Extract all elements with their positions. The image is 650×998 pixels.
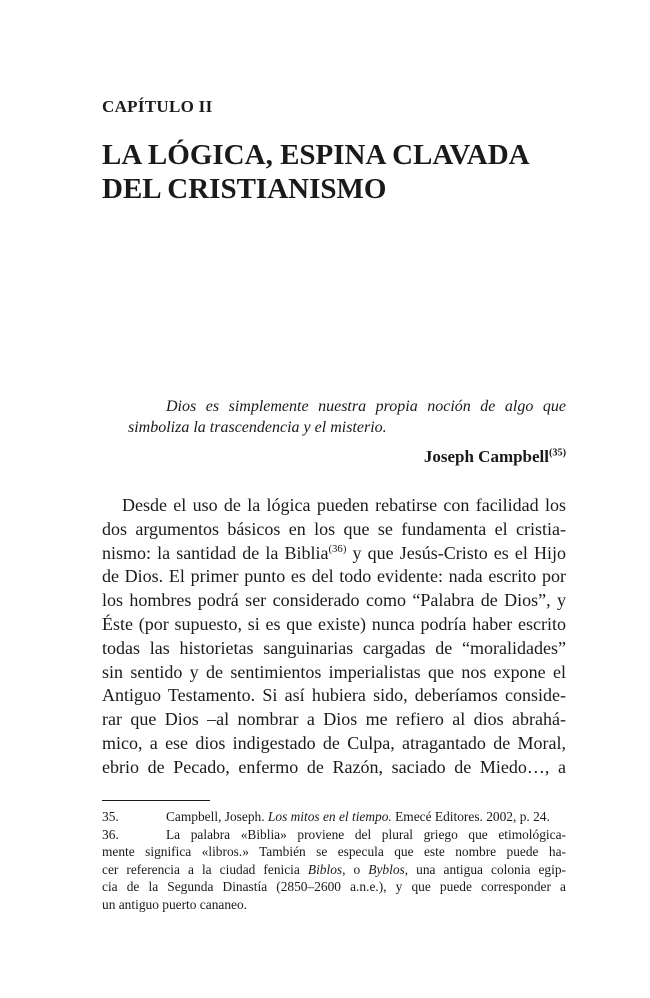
footnote-line (102, 861, 566, 879)
body-line: rar que Dios –al nombrar a Dios me refiero al dios abrahá- (102, 709, 566, 730)
footnote-number: 35. (102, 809, 119, 824)
footnote-line (102, 808, 566, 826)
footnote-book-title: Los mitos en el tiempo. (267, 809, 392, 824)
chapter-title-line: DEL CRISTIANISMO (102, 173, 387, 205)
footnote-line: mente significa «libros.» También se especula que este nombre puede ha- (102, 844, 566, 860)
chapter-title-line: LA LÓGICA, ESPINA CLAVADA (102, 139, 530, 171)
body-line: ebrio de Pecado, enfermo de Razón, saciado de Miedo…, a (102, 756, 566, 777)
footnote-line: cia de la Segunda Dinastía (2850–2600 a.n.e.), y que puede corresponder a (102, 879, 566, 895)
footnote-number: 36. (102, 826, 119, 842)
body-line: sin sentido y de sentimientos imperialistas que nos expone el (102, 661, 566, 682)
footnote-part: , o (342, 861, 369, 877)
chapter-label: CAPÍTULO II (102, 97, 213, 116)
chapter-title (102, 138, 572, 206)
footnote-italic: Biblos (307, 861, 343, 877)
footnote-ref-36: (36) (328, 542, 347, 555)
body-line: Antiguo Testamento. Si así hubiera sido, deberíamos conside- (102, 685, 566, 706)
body-line-part: nismo: la santidad de la Biblia (102, 542, 329, 563)
footnote-text: La palabra «Biblia» proviene del plural griego que etimológica- (166, 826, 566, 842)
footnote-35 (102, 808, 566, 826)
body-line: Éste (por supuesto, si es que existe) nunca podría haber escrito (102, 613, 566, 634)
body-line: mico, a ese dios indigestado de Culpa, atragantado de Moral, (102, 732, 566, 753)
body-line: dos argumentos básicos en los que se fundamenta el cristia- (102, 518, 566, 539)
body-line-part: y que Jesús-Cristo es el Hijo (346, 542, 566, 563)
footnote-ref-35: (35) (549, 447, 566, 459)
footnote-divider (102, 800, 210, 801)
epigraph-author-name: Joseph Campbell (423, 447, 550, 466)
footnote-36 (102, 826, 566, 914)
body-line (102, 542, 566, 566)
footnotes (102, 808, 566, 914)
footnote-line (102, 826, 566, 844)
epigraph-quote (128, 396, 566, 438)
body-paragraph (102, 494, 566, 780)
footnote-text (166, 808, 566, 826)
footnote-author: Campbell, Joseph. (166, 809, 268, 824)
body-line: Desde el uso de la lógica pueden rebatirse con facilidad los (122, 495, 566, 515)
body-line: todas las historietas sanguinarias cargadas de “moralidades” (102, 637, 566, 658)
epigraph-line: simboliza la trascendencia y el misterio. (128, 419, 387, 436)
footnote-publisher: Emecé Editores. 2002, p. 24. (391, 809, 550, 824)
footnote-part: cer referencia a la ciudad fenicia (102, 861, 308, 877)
epigraph-line: Dios es simplemente nuestra propia noción de algo que (166, 398, 566, 415)
footnote-italic: Byblos (368, 861, 405, 877)
footnote-part: , una antigua colonia egip- (404, 861, 566, 877)
footnote-line: un antiguo puerto cananeo. (102, 896, 248, 912)
body-line: de Dios. El primer punto es del todo evidente: nada escrito por (102, 566, 566, 587)
epigraph-author (300, 447, 566, 467)
body-line: los hombres podrá ser considerado como “Palabra de Dios”, y (102, 590, 566, 611)
